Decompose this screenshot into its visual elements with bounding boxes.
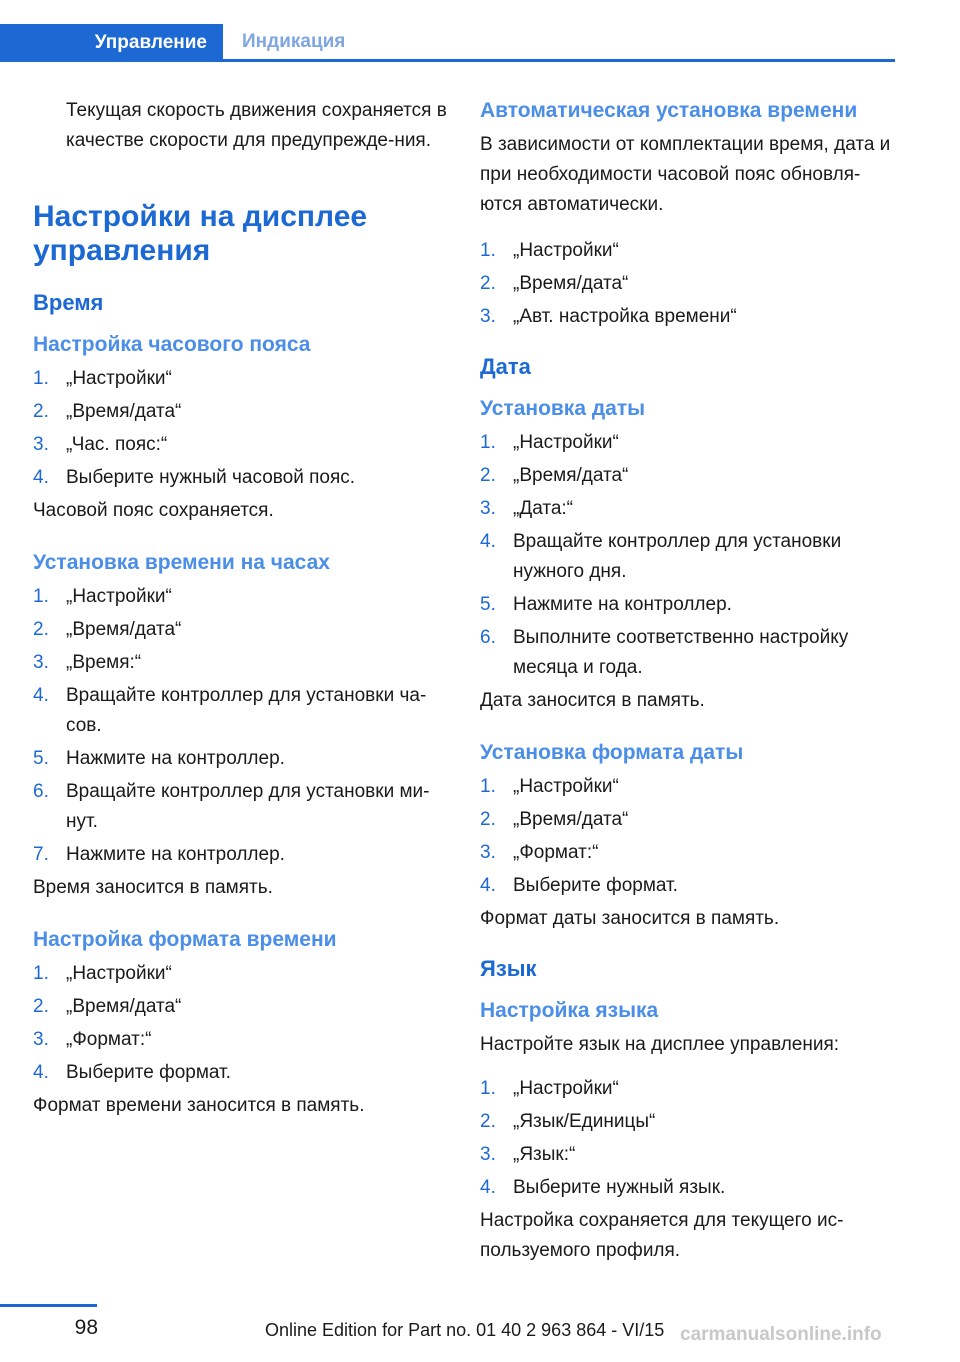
step-number: 6. [33,781,49,802]
subsection-date: Дата [480,354,531,379]
heading-auto-time: Автоматическая установка времени [480,99,858,122]
list-item: 1. „Настройки“ [33,582,453,612]
list-item: 4. Выберите нужный язык. [480,1173,900,1203]
list-item: 3. „Язык:“ [480,1140,900,1170]
list-item: 6. Вращайте контроллер для установки ми-нут. [33,777,453,837]
steps-date-format [480,772,900,901]
list-item: 5. Нажмите на контроллер. [480,590,900,620]
list-item: 3. „Дата:“ [480,494,900,524]
step-number: 1. [480,1078,496,1099]
step-number: 1. [480,432,496,453]
step-number: 4. [480,531,496,552]
step-number: 2. [33,401,49,422]
list-item: 6. Выполните соответственно настройку месяца и года. [480,623,900,683]
step-number: 3. [33,434,49,455]
steps-language [480,1074,900,1203]
heading-language: Настройка языка [480,999,659,1022]
heading-time-format: Настройка формата времени [33,928,337,951]
list-item: 5. Нажмите на контроллер. [33,744,453,774]
list-item: 4. Вращайте контроллер для установки ча-сов. [33,681,453,741]
steps-timezone [33,364,453,493]
list-item: 2. „Время/дата“ [33,992,453,1022]
step-number: 1. [480,776,496,797]
list-item: 7. Нажмите на контроллер. [33,840,453,870]
step-number: 4. [33,1062,49,1083]
heading-set-time: Установка времени на часах [33,551,330,574]
list-item: 4. Выберите формат. [480,871,900,901]
heading-set-date: Установка даты [480,397,646,420]
result-text: Часовой пояс сохраняется. [33,500,274,521]
step-number: 1. [480,240,496,261]
step-number: 1. [33,586,49,607]
section-title: Настройки на дисплее управления [33,200,368,267]
step-number: 5. [480,594,496,615]
list-item: 4. Выберите нужный часовой пояс. [33,463,453,493]
page-header [0,24,895,62]
heading-timezone: Настройка часового пояса [33,333,311,356]
step-number: 4. [33,685,49,706]
steps-set-date [480,428,900,683]
intro-text: Текущая скорость движения сохраняется в качестве скорости для предупрежде-ния. [66,100,447,151]
list-item: 2. „Время/дата“ [33,615,453,645]
list-item: 1. „Настройки“ [33,959,453,989]
step-number: 4. [480,1177,496,1198]
step-number: 4. [33,467,49,488]
step-number: 5. [33,748,49,769]
steps-auto-time [480,236,900,332]
list-item: 2. „Время/дата“ [480,269,900,299]
step-number: 3. [480,306,496,327]
step-number: 3. [480,1144,496,1165]
steps-set-time [33,582,453,870]
step-number: 2. [480,1111,496,1132]
result-text: Формат даты заносится в память. [480,908,780,929]
result-text: Настройка сохраняется для текущего ис-пользуемого профиля. [480,1210,844,1261]
step-number: 1. [33,963,49,984]
list-item: 4. Выберите формат. [33,1058,453,1088]
step-number: 2. [33,619,49,640]
tab-indikatsiya[interactable]: Индикация [242,30,346,52]
step-number: 4. [480,875,496,896]
step-number: 3. [33,1029,49,1050]
list-item: 3. „Формат:“ [480,838,900,868]
step-number: 1. [33,368,49,389]
step-number: 2. [480,809,496,830]
step-number: 2. [33,996,49,1017]
list-item: 4. Вращайте контроллер для установки нужного дня. [480,527,900,587]
list-item: 3. „Авт. настройка времени“ [480,302,900,332]
page-number: 98 [74,1316,98,1339]
list-item: 1. „Настройки“ [480,1074,900,1104]
subsection-time: Время [33,290,104,315]
list-item: 2. „Время/дата“ [480,461,900,491]
list-item: 3. „Время:“ [33,648,453,678]
step-number: 3. [480,842,496,863]
step-number: 3. [480,498,496,519]
step-number: 7. [33,844,49,865]
watermark: carmanualsonline.info [680,1324,882,1345]
footer-rule [0,1304,97,1307]
list-item: 2. „Время/дата“ [480,805,900,835]
list-item: 1. „Настройки“ [480,236,900,266]
auto-time-intro: В зависимости от комплектации время, дата и при необходимости часовой пояс обновля-ются автоматически. [480,134,891,215]
result-text: Дата заносится в память. [480,690,705,711]
list-item: 1. „Настройки“ [480,428,900,458]
edition-text: Online Edition for Part no. 01 40 2 963 864 - VI/15 [265,1320,665,1340]
list-item: 1. „Настройки“ [480,772,900,802]
left-column [33,96,453,1121]
heading-date-format: Установка формата даты [480,741,744,764]
right-column [480,96,900,1266]
list-item: 1. „Настройки“ [33,364,453,394]
result-text: Время заносится в память. [33,877,273,898]
list-item: 2. „Время/дата“ [33,397,453,427]
tab-upravlenie[interactable]: Управление [0,24,223,62]
step-number: 2. [480,465,496,486]
list-item: 2. „Язык/Единицы“ [480,1107,900,1137]
step-number: 3. [33,652,49,673]
list-item: 3. „Час. пояс:“ [33,430,453,460]
steps-time-format [33,959,453,1088]
result-text: Формат времени заносится в память. [33,1095,365,1116]
list-item: 3. „Формат:“ [33,1025,453,1055]
subsection-language: Язык [480,956,537,981]
step-number: 2. [480,273,496,294]
language-intro: Настройте язык на дисплее управления: [480,1034,840,1055]
step-number: 6. [480,627,496,648]
